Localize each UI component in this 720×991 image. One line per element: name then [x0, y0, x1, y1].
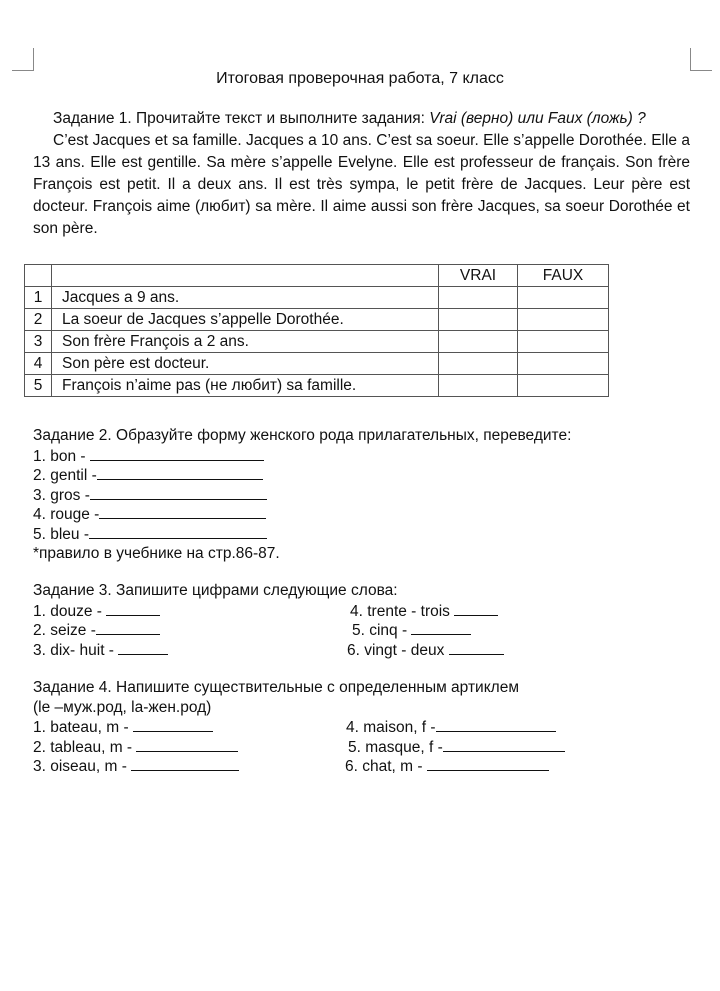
list-item: 3. oiseau, m - [33, 757, 345, 777]
task1-section [33, 108, 690, 240]
answer-blank[interactable] [449, 642, 504, 655]
note: *правило в учебнике на стр.86-87. [33, 545, 280, 562]
table-row [25, 331, 609, 353]
answer-blank[interactable] [118, 642, 168, 655]
true-false-table [24, 264, 609, 397]
list-row [33, 641, 504, 661]
task2-heading: Задание 2. Образуйте форму женского рода прилагательных, переведите: [33, 427, 572, 444]
row-number: 1 [25, 287, 52, 309]
answer-blank[interactable] [427, 758, 549, 771]
task4-subheading: (le –муж.род, la-жен.род) [33, 698, 212, 716]
answer-blank[interactable] [436, 719, 556, 732]
answer-blank[interactable] [133, 719, 213, 732]
task3-section [33, 581, 504, 660]
list-item: 1. bateau, m - [33, 718, 346, 738]
task1-text: C’est Jacques et sa famille. Jacques a 10 ans. C’est sa soeur. Elle s’appelle Dorothée. Elle a 13 ans. Elle est gentille. Sa mère s’appelle Evelyne. Elle est professeur de français. Son frère François est petit. Il a deux ans. Il est très sympa, le petit frère de Jacques. Leur père est docteur. François aime (любит) sa mère. Il aime aussi son frère Jacques, sa soeur Dorothée et son père. [33, 132, 690, 237]
list-row [33, 757, 565, 777]
faux-cell[interactable] [518, 375, 609, 397]
answer-blank[interactable] [454, 603, 498, 616]
task1-heading-italic: Vrai (верно) или Faux (ложь) ? [429, 110, 646, 127]
answer-blank[interactable] [90, 487, 267, 500]
table-row [25, 287, 609, 309]
vrai-cell[interactable] [439, 331, 518, 353]
col-faux-header: FAUX [518, 265, 609, 287]
list-item: 5. cinq - [352, 621, 471, 641]
list-item: 1. douze - [33, 602, 350, 622]
task3-heading: Задание 3. Запишите цифрами следующие слова: [33, 582, 398, 599]
page-corner-mark [690, 48, 691, 70]
faux-cell[interactable] [518, 353, 609, 375]
vrai-cell[interactable] [439, 287, 518, 309]
list-item: 5. masque, f - [348, 738, 565, 758]
row-statement: Son père est docteur. [52, 353, 439, 375]
list-item: 2. seize - [33, 621, 350, 641]
row-statement: François n’aime pas (не любит) sa famille. [52, 375, 439, 397]
row-number: 4 [25, 353, 52, 375]
task2-section [33, 426, 571, 564]
row-statement: Jacques a 9 ans. [52, 287, 439, 309]
list-row [33, 602, 504, 622]
answer-blank[interactable] [90, 448, 264, 461]
page-title: Итоговая проверочная работа, 7 класс [216, 70, 504, 87]
list-row [33, 718, 565, 738]
list-item: 2. gentil - [33, 466, 571, 486]
faux-cell[interactable] [518, 287, 609, 309]
list-item: 3. dix- huit - [33, 641, 347, 661]
list-item: 6. chat, m - [345, 757, 549, 777]
task4-heading: Задание 4. Напишите существительные с определенным артиклем [33, 679, 519, 696]
vrai-cell[interactable] [439, 353, 518, 375]
table-row [25, 309, 609, 331]
list-item: 3. gros - [33, 486, 571, 506]
answer-blank[interactable] [89, 526, 267, 539]
row-number: 5 [25, 375, 52, 397]
answer-blank[interactable] [96, 622, 160, 635]
faux-cell[interactable] [518, 309, 609, 331]
table-row [25, 375, 609, 397]
answer-blank[interactable] [106, 603, 160, 616]
list-item: 4. trente - trois [350, 602, 498, 622]
list-row [33, 738, 565, 758]
answer-blank[interactable] [97, 467, 263, 480]
row-statement: Son frère François a 2 ans. [52, 331, 439, 353]
faux-cell[interactable] [518, 331, 609, 353]
task1-heading [33, 108, 690, 130]
vrai-cell[interactable] [439, 309, 518, 331]
col-vrai-header: VRAI [439, 265, 518, 287]
row-number: 3 [25, 331, 52, 353]
list-row [33, 621, 504, 641]
list-item: 5. bleu - [33, 525, 571, 545]
list-item: 4. rouge - [33, 505, 571, 525]
answer-blank[interactable] [443, 739, 565, 752]
list-item: 4. maison, f - [346, 718, 556, 738]
vrai-cell[interactable] [439, 375, 518, 397]
list-item: 2. tableau, m - [33, 738, 348, 758]
task4-section [33, 678, 565, 777]
list-item: 6. vingt - deux [347, 641, 504, 661]
answer-blank[interactable] [136, 739, 238, 752]
row-number: 2 [25, 309, 52, 331]
page-corner-mark [33, 48, 34, 70]
table-header-row [25, 265, 609, 287]
table-row [25, 353, 609, 375]
answer-blank[interactable] [411, 622, 471, 635]
row-statement: La soeur de Jacques s’appelle Dorothée. [52, 309, 439, 331]
task1-heading-text: Задание 1. Прочитайте текст и выполните задания: [53, 110, 430, 127]
answer-blank[interactable] [99, 506, 266, 519]
list-item: 1. bon - [33, 447, 571, 467]
answer-blank[interactable] [131, 758, 239, 771]
